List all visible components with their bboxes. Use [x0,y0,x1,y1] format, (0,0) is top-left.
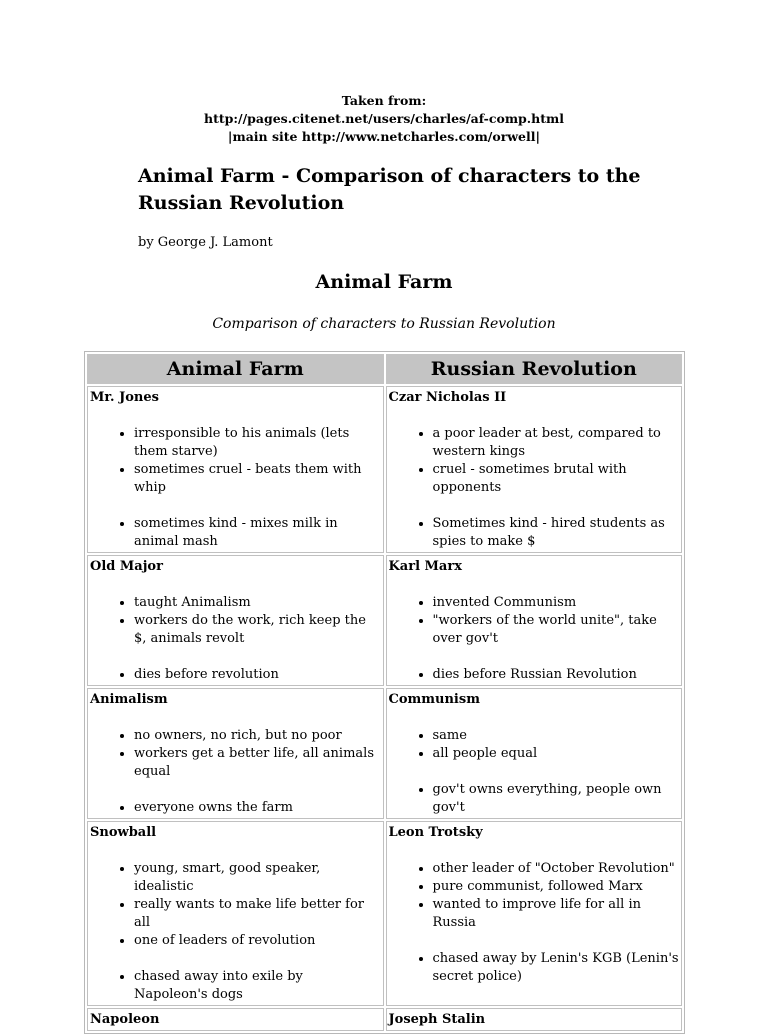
list-item: • everyone owns the farm [134,799,381,817]
character-name: Czar Nicholas II [388,390,507,405]
source-label: Taken from: [341,93,427,108]
list-item: • young, smart, good speaker, idealistic [134,860,381,896]
list-item: • dies before Russian Revolution [433,666,680,684]
list-item: • all people equal [433,745,680,763]
author-byline: by George J. Lamont [138,235,273,250]
character-name: Communism [388,692,480,707]
character-name: Leon Trotsky [388,825,483,840]
comparison-table [84,351,685,1034]
trait-list [389,860,680,986]
list-item: • invented Communism [433,594,680,612]
document-title: Animal Farm - Comparison of characters to the Russian Revolution [138,165,641,214]
list-item: • irresponsible to his animals (lets them starve) [134,425,381,461]
list-item: • really wants to make life better for all [134,896,381,932]
character-name: Snowball [90,825,157,840]
cell-animal-farm [87,386,384,553]
list-item: • Sometimes kind - hired students as spies to make $ [433,515,680,551]
list-item: • workers get a better life, all animals equal [134,745,381,781]
list-item: • taught Animalism [134,594,381,612]
cell-russian-revolution [386,1008,683,1031]
table-row [87,555,682,686]
list-item: • same [433,727,680,745]
table-row [87,821,682,1006]
character-name: Animalism [90,692,168,707]
list-item: • workers do the work, rich keep the $, animals revolt [134,612,381,648]
cell-russian-revolution [386,688,683,819]
source-attribution [0,92,768,146]
header-russian-revolution: Russian Revolution [386,354,683,384]
list-item: • wanted to improve life for all in Russia [433,896,680,932]
table-row [87,688,682,819]
cell-animal-farm [87,1008,384,1031]
cell-animal-farm [87,688,384,819]
section-heading: Animal Farm [315,271,453,293]
list-item: • a poor leader at best, compared to western kings [433,425,680,461]
cell-russian-revolution [386,821,683,1006]
table-row [87,1008,682,1031]
main-site-url: |main site http://www.netcharles.com/orwell| [227,129,541,144]
character-name: Old Major [90,559,163,574]
list-item: • gov't owns everything, people own gov't [433,781,680,817]
list-item: • "workers of the world unite", take over gov't [433,612,680,648]
trait-list [90,594,381,684]
list-item: • no owners, no rich, but no poor [134,727,381,745]
section-subheading: Comparison of characters to Russian Revolution [212,316,556,332]
trait-list [90,860,381,1004]
list-item: • one of leaders of revolution [134,932,381,950]
trait-list [389,594,680,684]
cell-animal-farm [87,555,384,686]
list-item: • chased away into exile by Napoleon's dogs [134,968,381,1004]
list-item: • pure communist, followed Marx [433,878,680,896]
table-row [87,386,682,553]
character-name: Mr. Jones [90,390,159,405]
character-name: Karl Marx [388,559,462,574]
list-item: • chased away by Lenin's KGB (Lenin's secret police) [433,950,680,986]
character-name: Napoleon [90,1012,160,1027]
trait-list [389,727,680,817]
list-item: • dies before revolution [134,666,381,684]
trait-list [90,425,381,551]
table-header-row [87,354,682,384]
header-animal-farm: Animal Farm [87,354,384,384]
list-item: • sometimes cruel - beats them with whip [134,461,381,497]
list-item: • cruel - sometimes brutal with opponents [433,461,680,497]
cell-russian-revolution [386,555,683,686]
list-item: • sometimes kind - mixes milk in animal mash [134,515,381,551]
cell-russian-revolution [386,386,683,553]
list-item: • other leader of "October Revolution" [433,860,680,878]
source-url: http://pages.citenet.net/users/charles/af-comp.html [204,111,564,126]
character-name: Joseph Stalin [388,1012,486,1027]
trait-list [90,727,381,817]
trait-list [389,425,680,551]
cell-animal-farm [87,821,384,1006]
